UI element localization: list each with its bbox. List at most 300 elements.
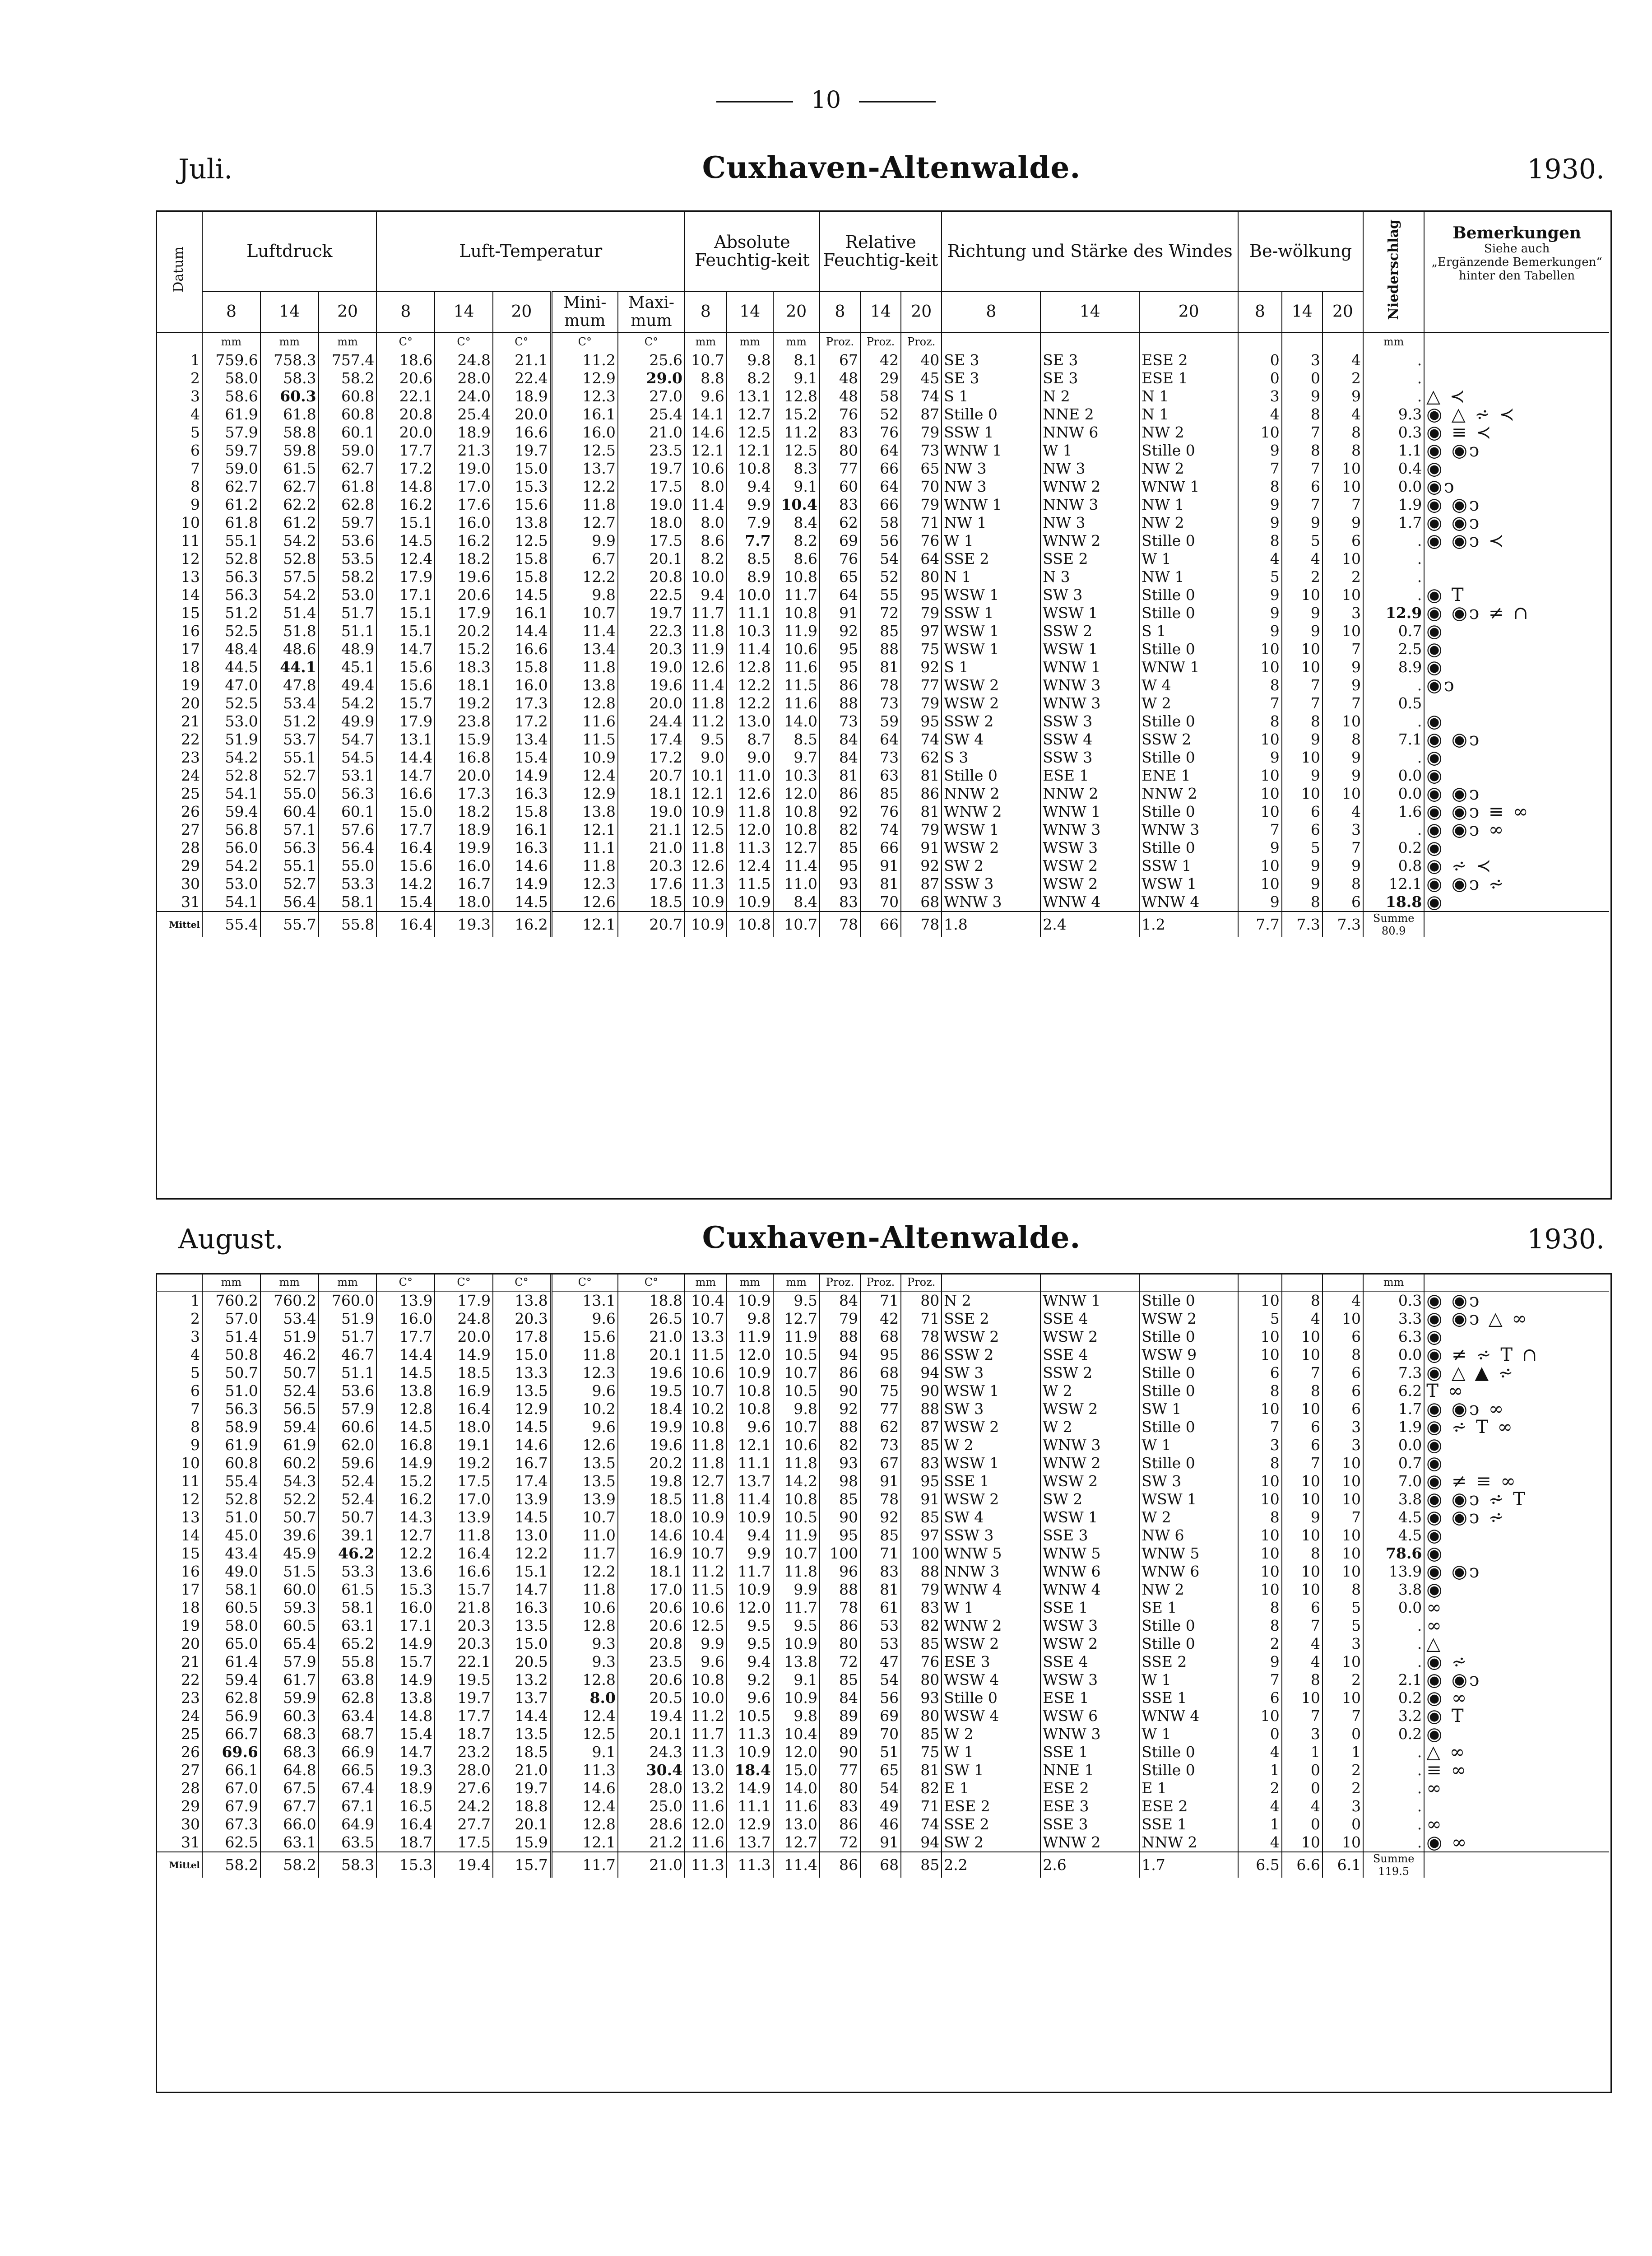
table-cell: 7 — [1270, 694, 1280, 712]
col-bemerkungen: Bemerkungen Siehe auch „Ergänzende Bemerkungen“ hinter den Tabellen — [1424, 210, 1609, 332]
table-cell: 87 — [901, 1418, 942, 1436]
table-cell: 3 — [1282, 1725, 1323, 1743]
table-row — [156, 1689, 1609, 1707]
table-cell: 12.2 — [399, 1544, 433, 1562]
table-cell: SSW 3 — [944, 1526, 994, 1544]
table-cell: 14.0 — [773, 1779, 820, 1797]
table-cell: 10 — [1260, 1490, 1280, 1508]
table-cell: 7.7 — [727, 532, 773, 550]
table-cell: 9.0 — [727, 749, 773, 767]
table-cell: NNW 3 — [944, 1563, 1000, 1580]
table-cell: 3 — [1270, 1436, 1280, 1454]
table-cell: 21.0 — [618, 1328, 685, 1346]
table-cell: 62.0 — [319, 1436, 377, 1454]
table-cell: 52.8 — [260, 550, 319, 568]
table-cell: 20.1 — [618, 1346, 685, 1364]
table-cell: 15.4 — [399, 1725, 433, 1743]
table-cell: 66 — [860, 460, 901, 478]
table-cell: 8 — [1282, 893, 1323, 912]
table-cell: 91 — [901, 839, 942, 857]
table-row — [156, 893, 1609, 912]
table-cell: ◉ — [1426, 1328, 1444, 1346]
table-cell: 27.7 — [435, 1815, 493, 1833]
table-cell: 0.3 — [1363, 423, 1424, 442]
table-cell: 8.9 — [1363, 658, 1424, 676]
table-cell: 65.0 — [225, 1635, 258, 1652]
table-cell: SW 2 — [944, 857, 984, 874]
table-cell: WSW 2 — [944, 1490, 999, 1508]
col-temperatur: Luft-Temperatur — [376, 210, 685, 292]
table-cell: 1.6 — [1363, 803, 1424, 821]
mean-cell: 1.2 — [1139, 912, 1238, 937]
table-cell: 13 — [156, 1508, 202, 1526]
table-cell: 80 — [839, 1635, 858, 1652]
table-cell: 86 — [839, 676, 858, 694]
table-cell: 11.1 — [727, 1797, 773, 1815]
table-cell: 15.8 — [493, 568, 551, 586]
table-cell: 74 — [860, 821, 901, 839]
unit-cell: mm — [1363, 1273, 1424, 1292]
unit-cell — [1040, 332, 1139, 351]
table-cell: 13.9 — [399, 1292, 433, 1309]
col-bewoelkung: Be-wölkung — [1238, 210, 1363, 292]
table-cell: SE 3 — [944, 351, 979, 369]
table-cell: 13.7 — [727, 1833, 773, 1852]
table-cell: 78 — [839, 1599, 858, 1616]
table-row — [156, 496, 1609, 514]
table-cell: Stille 0 — [1139, 532, 1238, 550]
table-cell: 11 — [156, 1472, 202, 1490]
table-cell: △ ≺ — [1426, 387, 1467, 405]
table-cell: WNW 4 — [944, 1581, 1002, 1598]
table-cell: 20.3 — [618, 640, 685, 658]
table-cell: 9 — [1282, 387, 1323, 405]
table-cell: 9 — [1270, 442, 1280, 459]
july-station: Cuxhaven-Altenwalde. — [702, 150, 1081, 185]
table-cell: 18.4 — [618, 1400, 685, 1418]
table-cell: 5 — [1282, 839, 1323, 857]
table-cell: 17.9 — [435, 604, 493, 622]
table-cell: ESE 1 — [1040, 767, 1139, 785]
table-cell: 10.9 — [691, 803, 724, 820]
table-cell: 95 — [901, 586, 942, 604]
table-cell: 49.4 — [319, 676, 377, 694]
table-cell: Stille 0 — [944, 405, 998, 423]
table-cell: 59.4 — [225, 1671, 258, 1689]
table-cell: 10.8 — [773, 821, 820, 839]
table-row — [156, 1815, 1609, 1833]
table-cell: 10 — [1260, 1563, 1280, 1580]
table-cell: 8.0 — [701, 478, 724, 495]
sub-8: 8 — [820, 292, 860, 332]
table-cell: 81 — [860, 875, 901, 893]
table-cell: 3 — [1323, 1418, 1363, 1436]
table-cell: . — [1363, 1797, 1424, 1815]
table-cell: 10.7 — [773, 1364, 820, 1382]
table-cell: 18.2 — [435, 550, 493, 568]
table-cell: 68 — [860, 1364, 901, 1382]
table-cell: 2.1 — [1363, 1671, 1424, 1689]
table-cell: 16.6 — [399, 785, 433, 802]
table-cell: 4 — [1270, 550, 1280, 567]
table-cell: 14.9 — [399, 1454, 433, 1472]
table-cell: 61.5 — [260, 460, 319, 478]
table-cell: 74 — [901, 387, 942, 405]
table-cell: W 2 — [944, 1725, 974, 1743]
table-cell: 17.5 — [618, 478, 685, 496]
table-cell: 9.4 — [727, 478, 773, 496]
table-cell: 10 — [1282, 749, 1323, 767]
unit-cell: C° — [376, 332, 435, 351]
table-cell: 10.9 — [727, 1364, 773, 1382]
table-cell: 77 — [839, 1761, 858, 1779]
table-row — [156, 369, 1609, 387]
table-cell: 51.1 — [319, 622, 377, 640]
table-cell: 14.7 — [399, 1743, 433, 1761]
table-cell — [1424, 550, 1609, 568]
table-cell: 10.8 — [727, 1382, 773, 1400]
table-cell: 20.6 — [618, 1671, 685, 1689]
table-cell: NNW 2 — [1040, 785, 1139, 803]
table-cell: 26 — [156, 803, 202, 821]
table-cell: ◉ ◉ↄ ∞ — [1426, 1400, 1506, 1418]
table-cell: NW 2 — [1139, 514, 1238, 532]
table-cell: 3 — [1323, 1436, 1363, 1454]
table-cell: 42 — [860, 351, 901, 370]
table-cell: 98 — [839, 1472, 858, 1490]
table-cell: 77 — [860, 1400, 901, 1418]
table-cell: 65.2 — [319, 1635, 377, 1653]
table-cell: S 1 — [1139, 622, 1238, 640]
table-cell: 79 — [901, 423, 942, 442]
table-cell: 8 — [1270, 532, 1280, 549]
table-cell: 11.8 — [727, 803, 773, 821]
table-cell: 46.2 — [319, 1544, 377, 1563]
table-cell: 7 — [1282, 694, 1323, 712]
table-cell: ◉ ◉ↄ — [1426, 442, 1481, 460]
table-cell: 12.4 — [551, 1797, 618, 1815]
table-cell: 14.2 — [399, 875, 433, 893]
table-cell: 88 — [839, 694, 858, 712]
table-cell: 59.7 — [225, 442, 258, 459]
table-cell: 55.1 — [260, 749, 319, 767]
table-cell: 757.4 — [319, 351, 377, 370]
table-cell: 8 — [156, 478, 202, 496]
table-cell: 10.9 — [727, 1508, 773, 1526]
table-cell: 71 — [901, 514, 942, 532]
table-cell: 14.6 — [691, 423, 724, 441]
table-cell: 10 — [1323, 550, 1363, 568]
table-cell: 7 — [1323, 496, 1363, 514]
table-cell: 17.6 — [435, 496, 493, 514]
mean-cell: Summe 80.9 — [1363, 912, 1424, 937]
table-cell: Stille 0 — [1139, 1635, 1238, 1653]
table-cell: 54 — [860, 1671, 901, 1689]
table-cell: 80 — [839, 442, 858, 459]
table-cell: 94 — [839, 1346, 858, 1363]
table-cell: 65 — [860, 1761, 901, 1779]
table-cell: 81 — [860, 1581, 901, 1599]
table-cell: 47.8 — [260, 676, 319, 694]
table-cell: NW 3 — [1040, 514, 1139, 532]
table-cell: 8 — [156, 1418, 202, 1436]
table-cell: 10.0 — [727, 586, 773, 604]
table-cell: 760.2 — [260, 1292, 319, 1310]
table-cell: NW 2 — [1139, 423, 1238, 442]
table-cell: 12.8 — [551, 1617, 618, 1635]
table-cell: ◉ ◉ↄ — [1426, 730, 1481, 749]
mean-cell: 68 — [860, 1852, 901, 1878]
mean-cell: 20.7 — [618, 912, 685, 937]
table-cell: 10.6 — [691, 1364, 724, 1382]
august-header — [178, 1219, 1605, 1255]
table-cell: 0.8 — [1363, 857, 1424, 875]
table-cell: 9.1 — [773, 1671, 820, 1689]
table-cell: 4 — [1323, 803, 1363, 821]
table-cell: 11.3 — [727, 839, 773, 857]
table-cell: 27.0 — [618, 387, 685, 405]
table-cell: 4 — [1270, 405, 1280, 423]
table-cell: 8.5 — [773, 730, 820, 749]
table-cell: . — [1363, 821, 1424, 839]
table-cell: 67.4 — [319, 1779, 377, 1797]
table-cell: 58.1 — [225, 1581, 258, 1598]
table-cell: 7 — [1282, 423, 1323, 442]
table-cell: 4 — [1270, 1743, 1280, 1761]
table-cell: 3 — [1323, 1797, 1363, 1815]
table-cell: 12.5 — [691, 1617, 724, 1634]
table-cell: 14.7 — [493, 1581, 551, 1599]
table-cell: 10 — [1323, 622, 1363, 640]
table-cell: 19.6 — [618, 1364, 685, 1382]
table-cell: 30 — [156, 875, 202, 893]
table-row — [156, 1761, 1609, 1779]
table-cell: 20.0 — [618, 694, 685, 712]
table-cell: 15.4 — [493, 749, 551, 767]
table-cell: 18.5 — [618, 1490, 685, 1508]
table-cell: 12.6 — [691, 658, 724, 676]
table-cell: 10.7 — [551, 1508, 618, 1526]
table-cell: 7 — [1282, 1454, 1323, 1472]
table-cell: 21.8 — [435, 1599, 493, 1617]
table-cell: 85 — [901, 1635, 942, 1653]
table-cell: 54.7 — [319, 730, 377, 749]
table-cell: 65 — [839, 568, 858, 586]
table-cell: 11.5 — [727, 875, 773, 893]
table-cell: 9 — [1323, 767, 1363, 785]
table-cell: 92 — [839, 1400, 858, 1418]
table-cell: 16.2 — [399, 1490, 433, 1508]
table-cell: 60.1 — [319, 423, 377, 442]
table-cell: 1 — [1282, 1743, 1323, 1761]
table-cell: 61.5 — [319, 1581, 377, 1599]
table-cell: 4 — [156, 1346, 202, 1364]
july-month: Juli. — [178, 154, 233, 185]
table-cell: WNW 4 — [1040, 1581, 1139, 1599]
table-cell: 760.0 — [319, 1292, 377, 1310]
table-cell: 57.9 — [319, 1400, 377, 1418]
mean-cell: Summe 119.5 — [1363, 1852, 1424, 1878]
table-cell: 7 — [1282, 1364, 1323, 1382]
table-cell: 20.2 — [435, 622, 493, 640]
sub-14: 14 — [260, 292, 319, 332]
table-cell: 61.8 — [319, 478, 377, 496]
table-cell: ESE 3 — [1040, 1797, 1139, 1815]
table-cell: 9 — [1270, 839, 1280, 856]
table-cell: 59.6 — [319, 1454, 377, 1472]
table-cell: 6.2 — [1363, 1382, 1424, 1400]
table-cell: 12.2 — [551, 568, 618, 586]
table-cell: 24.2 — [435, 1797, 493, 1815]
table-cell: N 2 — [944, 1292, 971, 1309]
table-cell: 51.0 — [225, 1382, 258, 1400]
table-cell: WNW 4 — [1139, 1707, 1238, 1725]
table-cell: 20.8 — [618, 568, 685, 586]
table-cell: ◉ ◉ↄ ⩫ T — [1426, 1490, 1527, 1508]
table-cell: . — [1363, 586, 1424, 604]
table-cell: 8 — [1282, 1382, 1323, 1400]
table-cell: 11.8 — [691, 694, 724, 712]
table-cell: 12.7 — [399, 1526, 433, 1544]
table-cell: WSW 2 — [1040, 1400, 1139, 1418]
table-row — [156, 1563, 1609, 1581]
table-cell: 6 — [156, 1382, 202, 1400]
table-cell: 11.4 — [551, 622, 618, 640]
table-cell: 13.5 — [493, 1617, 551, 1635]
table-cell: 17.1 — [399, 586, 433, 604]
table-cell: 4 — [1282, 1310, 1323, 1328]
table-cell: 8.1 — [773, 351, 820, 370]
table-cell: 8 — [1270, 676, 1280, 694]
table-cell: 12.2 — [551, 478, 618, 496]
table-cell: 93 — [839, 1454, 858, 1472]
table-cell: 49 — [860, 1797, 901, 1815]
table-cell: 10.9 — [773, 1689, 820, 1707]
table-cell: 11.9 — [773, 1328, 820, 1346]
table-row — [156, 351, 1609, 370]
table-cell: ◉ — [1426, 1581, 1444, 1599]
table-row — [156, 1833, 1609, 1852]
table-cell: WSW 2 — [944, 1635, 999, 1652]
table-cell: 4 — [1282, 1653, 1323, 1671]
table-cell: 63.8 — [319, 1671, 377, 1689]
table-cell: 17 — [156, 1581, 202, 1599]
table-cell: ◉ ◉ↄ — [1426, 514, 1481, 532]
table-cell: 19.0 — [435, 460, 493, 478]
table-cell: 2 — [156, 369, 202, 387]
table-cell: Stille 0 — [1139, 1617, 1238, 1635]
table-cell: Stille 0 — [1139, 442, 1238, 460]
table-cell: 14.5 — [493, 586, 551, 604]
mean-label: Mittel — [156, 912, 202, 937]
table-cell: 78 — [901, 1328, 942, 1346]
table-cell: 56.0 — [225, 839, 258, 856]
table-cell: 15.8 — [493, 658, 551, 676]
table-cell: SSE 2 — [944, 1310, 989, 1327]
table-cell: 69.6 — [222, 1743, 258, 1761]
table-cell: 17.7 — [399, 1328, 433, 1345]
table-cell: 8 — [1270, 1454, 1280, 1472]
table-cell: 62.7 — [260, 478, 319, 496]
table-cell: 40 — [901, 351, 942, 370]
table-cell: 56.9 — [225, 1707, 258, 1725]
table-cell: 13.8 — [399, 1689, 433, 1707]
table-cell: 13 — [156, 568, 202, 586]
table-cell: SSE 4 — [1040, 1346, 1139, 1364]
table-cell: 53 — [860, 1617, 901, 1635]
table-cell: 22.1 — [399, 387, 433, 405]
table-cell: 10 — [1323, 478, 1363, 496]
table-cell: 61.2 — [260, 514, 319, 532]
table-cell: 58.9 — [225, 1418, 258, 1436]
table-cell: WSW 2 — [1139, 1310, 1238, 1328]
mean-cell: 66 — [860, 912, 901, 937]
table-cell: 81 — [839, 767, 858, 784]
table-cell: 9 — [1270, 604, 1280, 622]
table-cell: 10 — [1282, 1346, 1323, 1364]
table-cell: 90 — [839, 1508, 858, 1526]
table-cell: 4 — [1323, 1292, 1363, 1310]
table-cell: 10 — [1282, 1526, 1323, 1544]
table-cell: 9.9 — [727, 496, 773, 514]
table-cell: 10 — [1260, 785, 1280, 802]
table-cell: 14.5 — [493, 893, 551, 912]
table-cell: 8.2 — [727, 369, 773, 387]
mean-cell: 21.0 — [618, 1852, 685, 1878]
table-cell: SW 2 — [944, 1833, 984, 1851]
table-cell: 18.2 — [435, 803, 493, 821]
table-cell: 10 — [1260, 1581, 1280, 1598]
table-cell: 7.0 — [1363, 1472, 1424, 1490]
table-cell: 67 — [860, 1454, 901, 1472]
table-cell: 18.7 — [399, 1833, 433, 1851]
table-cell: 10 — [1260, 730, 1280, 748]
table-cell: 2.5 — [1363, 640, 1424, 658]
table-cell: ESE 1 — [1139, 369, 1238, 387]
table-cell: 29 — [156, 857, 202, 875]
table-cell: 7 — [1270, 821, 1280, 838]
table-cell: 12.8 — [551, 694, 618, 712]
table-cell: 10 — [1260, 803, 1280, 820]
table-cell: 53.4 — [260, 1310, 319, 1328]
table-cell: 13.5 — [551, 1454, 618, 1472]
table-cell: 60.5 — [225, 1599, 258, 1616]
unit-cell: mm — [773, 332, 820, 351]
table-cell: 11.8 — [551, 496, 618, 514]
table-cell: 18 — [156, 658, 202, 676]
table-row — [156, 1707, 1609, 1725]
table-cell: 10.8 — [773, 568, 820, 586]
table-cell: 14 — [156, 1526, 202, 1544]
table-cell: 0.5 — [1363, 694, 1424, 712]
table-cell: 44.5 — [225, 658, 258, 676]
table-cell: 31 — [156, 893, 202, 912]
table-cell: 19 — [156, 1617, 202, 1635]
table-cell: 21.2 — [618, 1833, 685, 1852]
table-row — [156, 1653, 1609, 1671]
table-cell: WNW 4 — [1040, 893, 1139, 912]
table-cell: SW 3 — [944, 1400, 984, 1418]
table-cell: 94 — [901, 1364, 942, 1382]
table-cell: 17.3 — [435, 785, 493, 803]
table-cell: 12.2 — [493, 1544, 551, 1563]
table-cell: 15.6 — [399, 658, 433, 676]
table-cell: 58.1 — [319, 1599, 377, 1617]
table-cell: △ — [1426, 1635, 1443, 1653]
table-cell: 0 — [1270, 351, 1280, 369]
mean-cell: 10.9 — [685, 912, 727, 937]
table-cell: 11.8 — [551, 1581, 618, 1599]
